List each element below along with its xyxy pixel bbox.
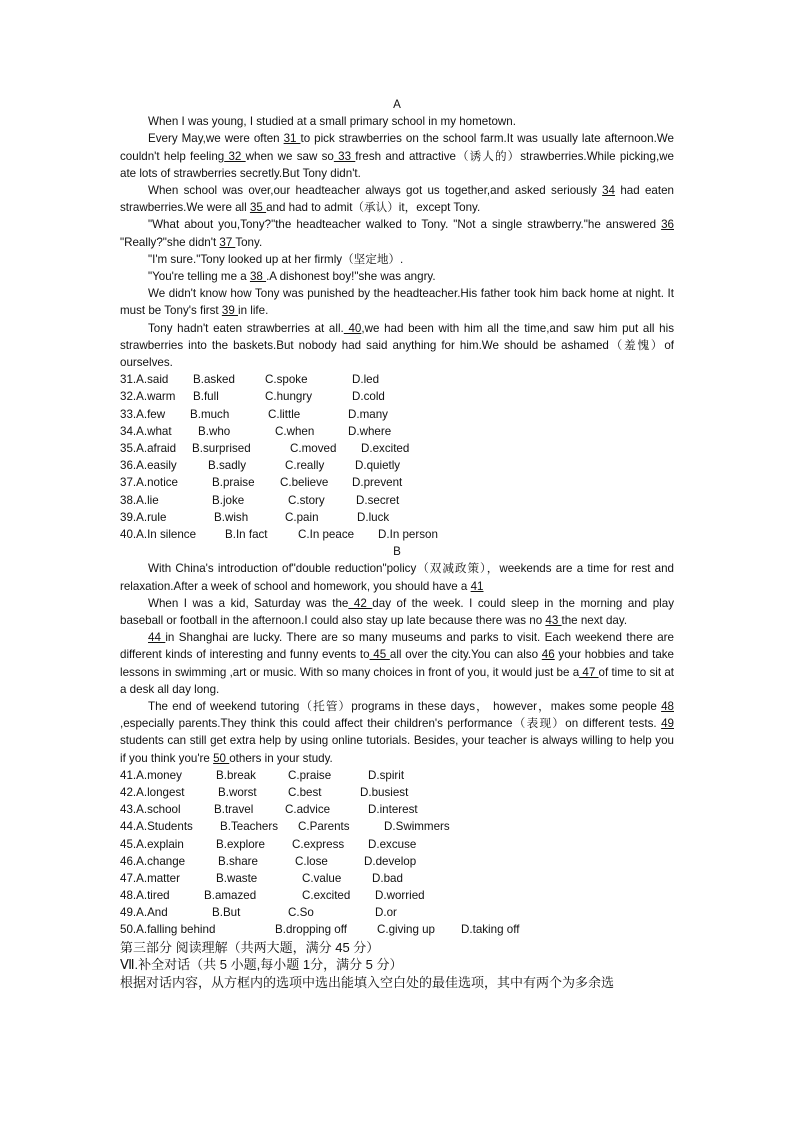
section-a-paragraph	[120, 251, 674, 268]
blank-number: 42	[348, 596, 373, 610]
option-choice: D.cold	[352, 390, 385, 404]
blank-number: 37	[219, 235, 236, 249]
option-choice: 31.A.said	[120, 373, 169, 387]
option-choice: 34.A.what	[120, 424, 172, 438]
section-b-option-row	[120, 767, 674, 784]
passage-text: in life.	[238, 304, 269, 318]
option-choice: C.lose	[295, 854, 328, 868]
passage-text: all over the city.You can also	[389, 648, 542, 662]
section-a-paragraph	[120, 268, 674, 285]
option-choice: D.spirit	[368, 768, 405, 782]
option-choice: C.excited	[302, 889, 351, 903]
passage-text: "You're telling me a	[148, 270, 250, 284]
passage-text: The end of weekend tutoring（托管）programs in these days， however，makes some people	[148, 699, 662, 713]
section-b-option-row	[120, 836, 674, 853]
section-b-paragraph	[120, 560, 674, 594]
section-a-paragraph	[120, 216, 674, 250]
passage-text: fresh and attractive（诱人的）strawberries.While picking,we ate lots of strawberries secretly.But Tony didn't.	[120, 149, 674, 180]
section-b-title: B	[393, 545, 401, 559]
option-choice: C.story	[288, 493, 325, 507]
option-choice: D.secret	[356, 493, 400, 507]
passage-text: With China's introduction of"double reduction"policy（双减政策），weekends are a time for rest and relaxation.After a week of school and homework, you should have a	[120, 562, 674, 593]
blank-number: 45	[369, 648, 390, 662]
blank-number: 47	[579, 665, 599, 679]
blank-number: 46	[541, 648, 555, 662]
passage-text: When I was young, I studied at a small primary school in my hometown.	[148, 115, 516, 129]
section-b-option-row	[120, 870, 674, 887]
passage-text: of time to sit at a desk all day long.	[120, 665, 674, 696]
option-choice: C.advice	[285, 803, 331, 817]
option-choice: 50.A.falling behind	[120, 923, 216, 937]
option-choice: D.develop	[364, 854, 417, 868]
option-choice: D.taking off	[461, 923, 520, 937]
blank-number: 31	[283, 132, 301, 146]
option-choice: B.dropping off	[275, 923, 347, 937]
section-b-option-row	[120, 904, 674, 921]
passage-text: others in your study.	[229, 751, 333, 765]
option-choice: 48.A.tired	[120, 889, 170, 903]
option-choice: B.share	[218, 854, 258, 868]
option-choice: 35.A.afraid	[120, 442, 177, 455]
section-a-option-row	[120, 371, 674, 388]
section-b-paragraph	[120, 698, 674, 767]
passage-text: "What about you,Tony?"the headteacher walked to Tony. "Not a single strawberry."he answered	[148, 218, 662, 232]
option-choice: 47.A.matter	[120, 871, 180, 885]
option-choice: B.surprised	[192, 442, 251, 455]
part3-heading: 第三部分 阅读理解（共两大题，满分 45 分）	[120, 939, 380, 955]
blank-number: 39	[221, 304, 238, 318]
option-choice: B.Teachers	[220, 820, 278, 834]
option-choice: 42.A.longest	[120, 785, 185, 799]
option-choice: D.led	[352, 373, 380, 387]
option-choice: B.full	[193, 390, 219, 404]
option-choice: C.Parents	[298, 820, 350, 834]
option-choice: C.In peace	[298, 527, 355, 541]
section-a-option-row	[120, 457, 674, 474]
passage-text: when we saw so	[245, 149, 334, 163]
option-choice: D.many	[348, 407, 388, 421]
passage-text: Every May,we were often	[148, 132, 284, 146]
passage-text: .A dishonest boy!"she was angry.	[266, 270, 436, 284]
passage-text: When I was a kid, Saturday was the	[148, 596, 349, 610]
option-choice: D.where	[348, 424, 392, 438]
option-choice: D.bad	[372, 871, 403, 885]
option-choice: C.giving up	[377, 923, 436, 937]
option-choice: D.busiest	[360, 785, 409, 799]
option-choice: 33.A.few	[120, 407, 166, 421]
option-choice: B.waste	[216, 871, 258, 885]
passage-text: and had to admit（承认）it，except Tony.	[266, 201, 481, 215]
passage-text: day of the week. I could sleep in the morning and play baseball or football in the afternoon.I could also stay up late because there was no	[120, 596, 675, 627]
option-choice: 32.A.warm	[120, 390, 176, 404]
passage-text: Tony.	[235, 235, 263, 249]
passage-text: When school was over,our headteacher always got us together,and asked seriously	[148, 184, 603, 198]
blank-number: 38	[249, 270, 267, 284]
option-choice: 41.A.money	[120, 768, 182, 782]
option-choice: B.amazed	[204, 889, 257, 903]
option-choice: C.believe	[280, 476, 329, 490]
blank-number: 36	[661, 218, 674, 232]
section-b-option-row	[120, 784, 674, 801]
option-choice: C.value	[302, 871, 342, 885]
passage-text: the next day.	[561, 613, 628, 627]
option-choice: B.asked	[193, 373, 235, 387]
section-b-options	[120, 767, 674, 939]
section-a-passage	[120, 113, 674, 371]
section-a-paragraph	[120, 320, 674, 372]
option-choice: 37.A.notice	[120, 476, 179, 490]
blank-number: 43	[545, 613, 562, 627]
exam-page	[120, 96, 674, 991]
option-choice: D.Swimmers	[384, 820, 450, 834]
blank-number: 49	[661, 717, 674, 731]
option-choice: B.praise	[212, 476, 255, 490]
option-choice: 49.A.And	[120, 906, 168, 920]
passage-text: students can still get extra help by using online tutorials. Besides, your teacher is always willing to help you if you think you're	[120, 734, 674, 765]
passage-text: "I'm sure."Tony looked up at her firmly（坚定地）.	[148, 252, 404, 266]
passage-text: We didn't know how Tony was punished by the headteacher.His father took him back home at night. It must be Tony's first	[120, 287, 674, 318]
option-choice: B.joke	[212, 493, 245, 507]
option-choice: B.who	[198, 424, 231, 438]
option-choice: D.worried	[375, 889, 425, 903]
section-b-paragraph	[120, 629, 674, 698]
section-a-option-row	[120, 423, 674, 440]
blank-number: 41	[470, 579, 484, 593]
blank-number: 34	[602, 184, 616, 198]
option-choice: C.express	[292, 837, 345, 851]
option-choice: D.excited	[361, 442, 410, 455]
option-choice: D.quietly	[355, 459, 401, 473]
section-b-option-row	[120, 853, 674, 870]
option-choice: 40.A.In silence	[120, 527, 197, 541]
section-b-option-row	[120, 921, 674, 938]
section-a-options	[120, 371, 674, 543]
section-a-option-row	[120, 474, 674, 491]
option-choice: 45.A.explain	[120, 837, 184, 851]
option-choice: D.luck	[357, 510, 390, 524]
section-a-option-row	[120, 440, 674, 457]
section-a-option-row	[120, 526, 674, 543]
blank-number: 50	[213, 751, 230, 765]
section-b-option-row	[120, 818, 674, 835]
option-choice: B.sadly	[208, 459, 247, 473]
passage-text: Tony hadn't eaten strawberries at all.	[148, 321, 344, 335]
option-choice: C.So	[288, 906, 314, 920]
section-a-option-row	[120, 406, 674, 423]
option-choice: B.In fact	[225, 527, 268, 541]
option-choice: C.when	[275, 424, 315, 438]
section-b-option-row	[120, 887, 674, 904]
passage-text: in Shanghai are lucky. There are so many museums and parks to visit. Each weekend there are different kinds of interesting and funny events to	[120, 631, 674, 662]
option-choice: B.much	[190, 407, 230, 421]
option-choice: D.In person	[378, 527, 438, 541]
blank-number: 33	[333, 149, 356, 163]
passage-text: ,especially parents.They think this could affect their children's performance（表现）on different tests.	[120, 717, 662, 731]
section-a-option-row	[120, 492, 674, 509]
blank-number: 35	[249, 201, 267, 215]
option-choice: B.travel	[214, 803, 254, 817]
option-choice: B.break	[216, 768, 256, 782]
option-choice: 39.A.rule	[120, 510, 167, 524]
blank-number: 32	[224, 149, 246, 163]
option-choice: C.spoke	[265, 373, 308, 387]
section-b-paragraph	[120, 595, 674, 629]
option-choice: B.worst	[218, 785, 257, 799]
option-choice: D.excuse	[368, 837, 417, 851]
section-a-paragraph	[120, 113, 674, 130]
section-b-option-row	[120, 801, 674, 818]
option-choice: C.praise	[288, 768, 332, 782]
option-choice: 43.A.school	[120, 803, 181, 817]
option-choice: B.explore	[216, 837, 265, 851]
option-choice: C.really	[285, 459, 325, 473]
option-choice: 46.A.change	[120, 854, 186, 868]
option-choice: C.moved	[290, 442, 337, 455]
section-a-title: A	[393, 98, 401, 111]
option-choice: C.best	[288, 785, 322, 799]
passage-text: ,we had been with him all the time,and saw him put all his strawberries into the baskets.But nobody had said anything for him.We should be ashamed（羞愧）of ourselves.	[120, 321, 674, 370]
blank-number: 40	[343, 321, 362, 335]
passage-text: to pick strawberries on the school farm.It was usually late afternoon.We couldn't help feeling	[120, 132, 674, 163]
passage-text: your hobbies and take lessons in swimming ,art or music. With so many choices in front of you, it would just be a	[120, 648, 675, 679]
passage-text: had eaten strawberries.We were all	[120, 184, 674, 215]
blank-number: 48	[661, 699, 674, 713]
option-choice: C.pain	[285, 510, 319, 524]
section-a-option-row	[120, 388, 674, 405]
option-choice: B.wish	[214, 510, 249, 524]
option-choice: D.interest	[368, 803, 418, 817]
blank-number: 44	[148, 631, 166, 645]
option-choice: C.hungry	[265, 390, 313, 404]
section-a-paragraph	[120, 182, 674, 216]
option-choice: 44.A.Students	[120, 820, 193, 834]
option-choice: 36.A.easily	[120, 459, 177, 473]
part3-subheading: Ⅶ.补全对话（共 5 小题,每小题 1分，满分 5 分）	[120, 957, 403, 973]
option-choice: B.But	[212, 906, 241, 920]
option-choice: 38.A.lie	[120, 493, 159, 507]
option-choice: D.or	[375, 906, 397, 920]
section-a-paragraph	[120, 130, 674, 182]
option-choice: C.little	[268, 407, 301, 421]
passage-text: "Really?"she didn't	[120, 235, 220, 249]
option-choice: D.prevent	[352, 476, 403, 490]
part3-instruction: 根据对话内容，从方框内的选项中选出能填入空白处的最佳选项，其中有两个为多余选	[120, 974, 615, 990]
section-b-passage	[120, 560, 674, 766]
section-a-option-row	[120, 509, 674, 526]
section-a-paragraph	[120, 285, 674, 319]
